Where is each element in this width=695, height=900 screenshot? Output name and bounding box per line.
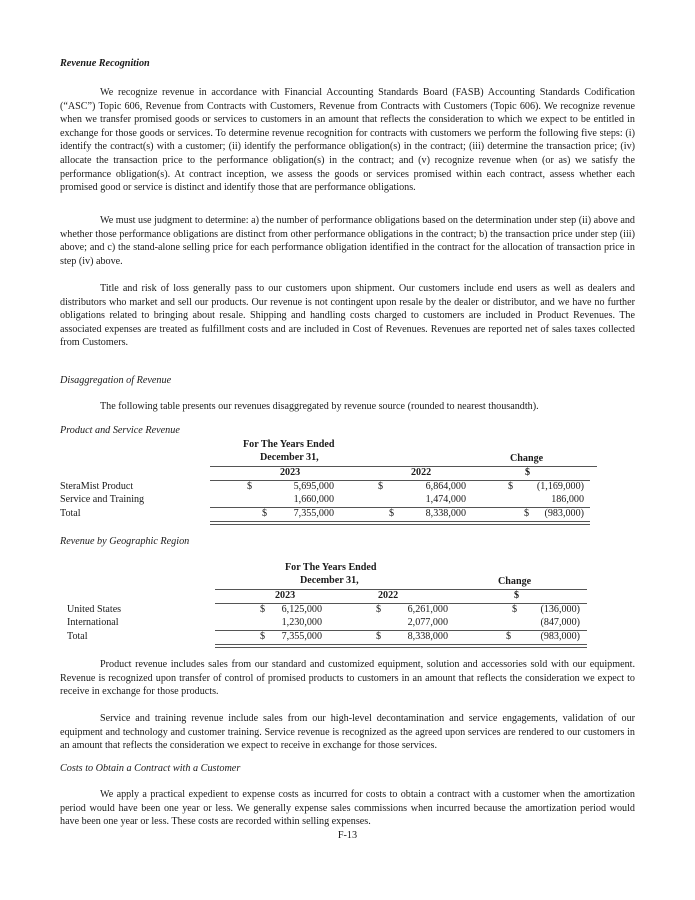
value-2022: 1,474,000 — [425, 494, 466, 505]
section-heading-disaggregation: Disaggregation of Revenue — [60, 375, 172, 386]
paragraph-revenue-recognition-3: Title and risk of loss generally pass to our customers upon shipment. Our customers include end users as well as dealers and distributors who market and sell our products. Our revenue is not contingent upon resale by the dealer or distributor, and we have no further obligations related to bringing about resale. Shipping and handling costs charged to customers are included in Product Revenues. The associated expenses are treated as fulfillment costs and are included in Cost of Revenues. Revenues are reported net of sales taxes collected from Customers. — [60, 283, 635, 349]
section-heading-contract-costs: Costs to Obtain a Contract with a Customer — [60, 763, 241, 774]
column-2022: 2022 — [411, 467, 432, 478]
value-2022: 8,338,000 — [425, 508, 466, 519]
value-2023: 1,660,000 — [293, 494, 334, 505]
column-2022: 2022 — [378, 590, 399, 601]
header-years-ended: For The Years Ended — [243, 439, 335, 450]
geographic-revenue-table — [60, 561, 635, 646]
total-double-rule — [215, 644, 587, 648]
column-2023: 2023 — [280, 467, 301, 478]
value-2023: 7,355,000 — [281, 631, 322, 642]
value-2022: 2,077,000 — [407, 617, 448, 628]
currency-symbol: $ — [376, 604, 382, 615]
currency-symbol: $ — [506, 631, 512, 642]
value-2022: 6,864,000 — [425, 481, 466, 492]
value-change: (847,000) — [540, 617, 580, 628]
paragraph-revenue-recognition-2: We must use judgment to determine: a) the number of performance obligations based on the determination under step (ii) above and whether those performance obligations are distinct from other performance obligations in the contract; b) the transaction price under step (iii) above; and c) the stand-alone selling price for each performance obligation identified in the contract for the allocation of transaction price in step (iv) above. — [60, 215, 635, 267]
value-change: 186,000 — [551, 494, 584, 505]
paragraph-service-revenue: Service and training revenue include sales from our high-level decontamination and service engagements, validation of our equipment and technology and customer training. Service revenue is recognized as the agreed upon services are rendered to our customers in an amount that reflects the consideration we expect to receive in exchange for those services. — [60, 713, 635, 752]
section-heading-revenue-recognition: Revenue Recognition — [60, 58, 150, 69]
value-2023: 6,125,000 — [281, 604, 322, 615]
column-change-unit: $ — [525, 467, 531, 478]
value-2023: 1,230,000 — [281, 617, 322, 628]
header-years-ended: For The Years Ended — [285, 562, 377, 573]
value-2022: 8,338,000 — [407, 631, 448, 642]
total-double-rule — [210, 521, 590, 525]
currency-symbol: $ — [512, 604, 518, 615]
row-label: United States — [67, 604, 122, 615]
column-change-unit: $ — [514, 590, 520, 601]
value-2023: 5,695,000 — [293, 481, 334, 492]
currency-symbol: $ — [262, 508, 268, 519]
header-change: Change — [510, 453, 544, 464]
currency-symbol: $ — [508, 481, 514, 492]
row-label: Total — [60, 508, 81, 519]
value-change: (136,000) — [540, 604, 580, 615]
currency-symbol: $ — [247, 481, 253, 492]
column-2023: 2023 — [275, 590, 296, 601]
currency-symbol: $ — [260, 631, 266, 642]
header-december-31: December 31, — [300, 575, 359, 586]
row-label: SteraMist Product — [60, 481, 134, 492]
row-label: International — [67, 617, 119, 628]
value-change: (983,000) — [544, 508, 584, 519]
value-change: (983,000) — [540, 631, 580, 642]
paragraph-contract-costs: We apply a practical expedient to expense costs as incurred for costs to obtain a contract with a customer when the amortization period would have been one year or less. We generally expense sales commissions when incurred because the amortization period would have been one year or less. These costs are recorded within selling expenses. — [60, 789, 635, 828]
value-change: (1,169,000) — [536, 481, 584, 492]
value-2023: 7,355,000 — [293, 508, 334, 519]
currency-symbol: $ — [524, 508, 530, 519]
currency-symbol: $ — [260, 604, 266, 615]
product-service-revenue-table — [60, 438, 635, 523]
header-december-31: December 31, — [260, 452, 319, 463]
value-2022: 6,261,000 — [407, 604, 448, 615]
table-caption-geographic: Revenue by Geographic Region — [60, 536, 190, 547]
currency-symbol: $ — [376, 631, 382, 642]
header-rule — [210, 466, 597, 467]
paragraph-disaggregation-intro: The following table presents our revenues disaggregated by revenue source (rounded to nearest thousandth). — [100, 401, 539, 412]
paragraph-product-revenue: Product revenue includes sales from our standard and customized equipment, solution and accessories sold with our equipment. Revenue is recognized upon transfer of control of promised products to customers in an amount that reflects the consideration we expect to receive in exchange for those products. — [60, 659, 635, 698]
currency-symbol: $ — [378, 481, 384, 492]
page-number: F-13 — [337, 830, 358, 841]
row-label: Total — [67, 631, 88, 642]
table-caption-product-service: Product and Service Revenue — [60, 425, 180, 436]
header-rule — [215, 589, 587, 590]
currency-symbol: $ — [389, 508, 395, 519]
paragraph-revenue-recognition-1: We recognize revenue in accordance with Financial Accounting Standards Board (FASB) Accounting Standards Codification (“ASC”) Topic 606, Revenue from Contracts with Customers, Revenue from Contracts with Customers (Topic 606). We recognize revenue when we transfer promised goods or services to customers in an amount that reflects the consideration to which we expect to be entitled in exchange for those goods or services. To determine revenue recognition for contracts with customers we perform the following five steps: (i) identify the contract(s) with a customer; (ii) identify the performance obligation(s) in the contract; (iii) determine the transaction price; (iv) allocate the transaction price to the performance obligation(s) in the contract; and (v) recognize revenue when (or as) we satisfy the performance obligation(s). At contract inception, we assess the goods or services promised within each contract, assess whether each promised good or service is distinct and identify those that are performance obligations. — [60, 87, 635, 194]
row-label: Service and Training — [60, 494, 145, 505]
header-change: Change — [498, 576, 532, 587]
